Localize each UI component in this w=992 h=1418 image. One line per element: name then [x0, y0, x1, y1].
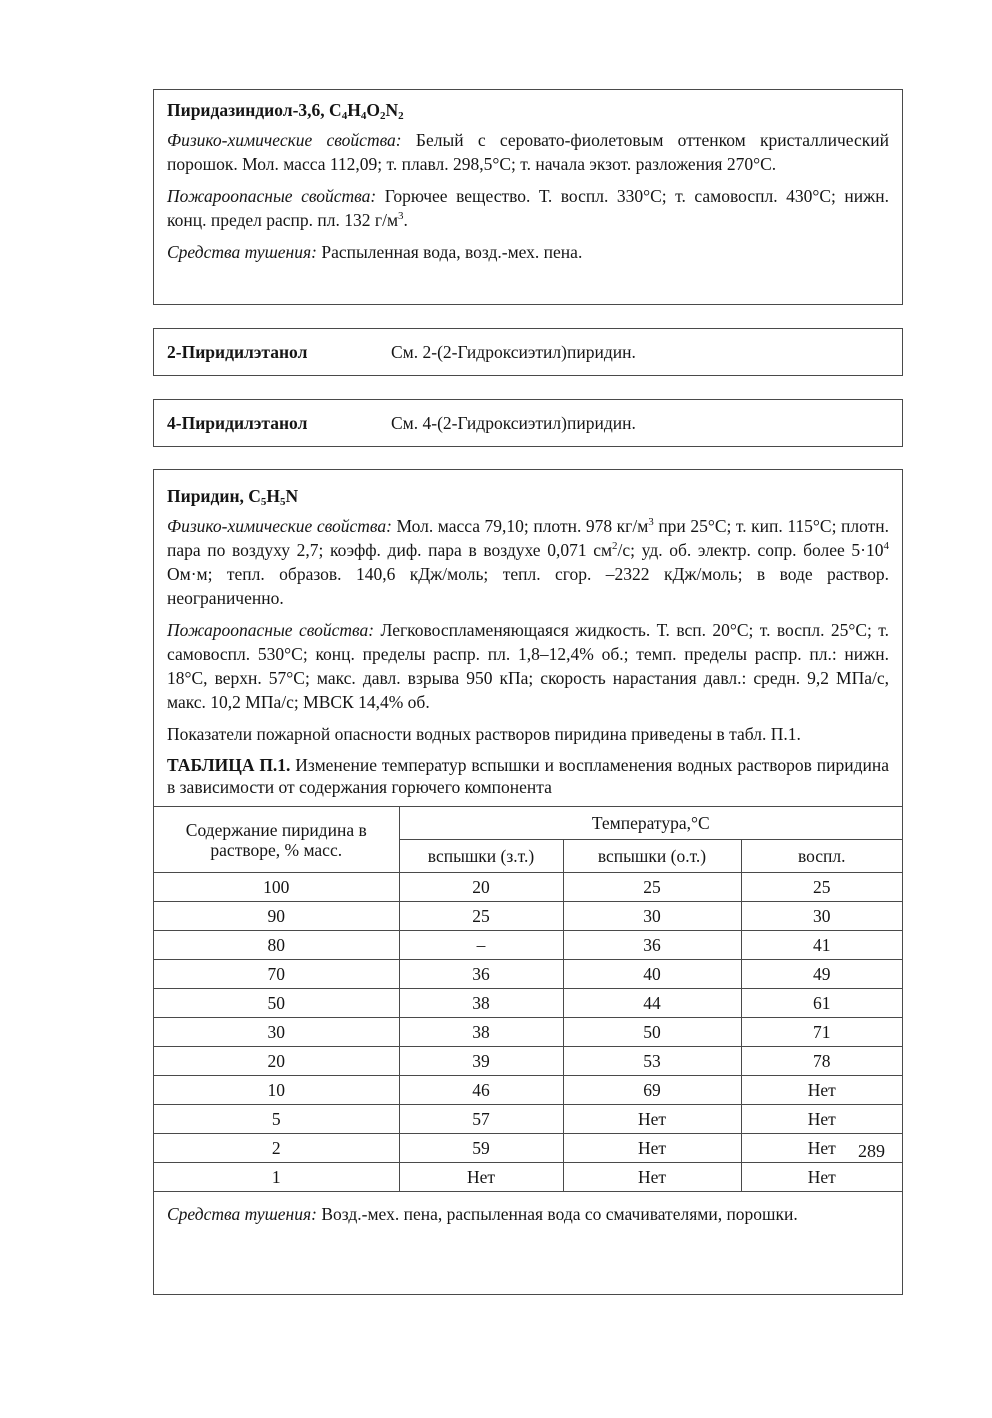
table-cell: 25: [741, 873, 902, 902]
table-cell: 46: [399, 1076, 563, 1105]
table-cell: 30: [563, 902, 741, 931]
entry-4-pyridylethanol: [153, 399, 903, 447]
table-cell: 1: [154, 1163, 399, 1192]
table-cell: 25: [563, 873, 741, 902]
table-cell: 39: [399, 1047, 563, 1076]
table-cell: 100: [154, 873, 399, 902]
reference-term: 4-Пиридилэтанол: [167, 413, 308, 433]
table-cell: 44: [563, 989, 741, 1018]
table-cell: 71: [741, 1018, 902, 1047]
table-cell: 30: [741, 902, 902, 931]
table-cell: Нет: [741, 1076, 902, 1105]
table-cell: 61: [741, 989, 902, 1018]
table-reference-note: Показатели пожарной опасности водных растворов пиридина приведены в табл. П.1.: [167, 724, 801, 744]
compound-name: Пиридазиндиол-3,6,: [167, 100, 330, 120]
table-cell: 36: [399, 960, 563, 989]
fire-properties: Пожароопасные свойства: Горючее вещество. Т. воспл. 330°С; т. самовоспл. 430°С; нижн. конц. предел распр. пл. 132 $г/м^3$.: [167, 186, 889, 230]
table-cell: 53: [563, 1047, 741, 1076]
table-cell: 20: [154, 1047, 399, 1076]
table-caption: ТАБЛИЦА П.1. Изменение температур вспышки и воспламенения водных растворов пиридина в зависимости от содержания горючего компонента: [167, 755, 890, 797]
table-cell: 20: [399, 873, 563, 902]
table-cell: 38: [399, 1018, 563, 1047]
column-group-header-temperature: Температура,°С: [399, 807, 902, 840]
entry-2-pyridylethanol: [153, 328, 903, 376]
reference-term: 2-Пиридилэтанол: [167, 342, 308, 362]
table-row: [154, 989, 902, 1018]
column-header-flash-open: вспышки (о.т.): [563, 840, 741, 873]
table-cell: 2: [154, 1134, 399, 1163]
physchem-properties: Физико-химические свойства: Белый с серовато-фиолетовым оттенком кристаллический порошок. Мол. масса 112,09; т. плавл. 298,5°С; т. начала экзот. разложения 270°С.: [167, 130, 889, 174]
entry-pyridazinediol: [153, 89, 903, 305]
table-cell: 36: [563, 931, 741, 960]
see-reference: См. 4-(2-Гидроксиэтил)пиридин.: [391, 413, 636, 433]
table-cell: 90: [154, 902, 399, 931]
table-cell: 80: [154, 931, 399, 960]
chemical-formula: $C_4H_4O_2N_2$: [329, 100, 404, 122]
table-cell: 25: [399, 902, 563, 931]
entry-title: [167, 98, 889, 122]
physchem-properties: Физико-химические свойства: Мол. масса 79,10; плотн. 978 $кг/м^3$ при 25°С; т. кип. 115°С; плотн. пара по воздуху 2,7; коэфф. диф. пара в воздухе 0,071 $см^2/с$; уд. об. электр. сопр. более $5\cdot 10^4$ Ом·м; тепл. образов. 140,6 кДж/моль; тепл. сгор. –2322 кДж/моль; в воде раствор. неограниченно.: [167, 516, 889, 608]
pyridine-solutions-table: [154, 806, 902, 1192]
table-cell: 40: [563, 960, 741, 989]
table-row: [154, 873, 902, 902]
table-cell: 5: [154, 1105, 399, 1134]
see-reference: См. 2-(2-Гидроксиэтил)пиридин.: [391, 342, 636, 362]
entry-title: [167, 484, 889, 508]
table-cell: 30: [154, 1018, 399, 1047]
extinguishing-agents: Средства тушения: Распыленная вода, возд.-мех. пена.: [167, 242, 583, 262]
entry-pyridine: [153, 469, 903, 1295]
table-row: [154, 902, 902, 931]
column-header-flash-closed: вспышки (з.т.): [399, 840, 563, 873]
table-row: [154, 1105, 902, 1134]
table-cell: Нет: [741, 1163, 902, 1192]
chemical-formula: $C_5H_5N$: [248, 486, 299, 508]
column-header-content: Содержание пиридина в растворе, % масс.: [154, 807, 399, 873]
table-cell: Нет: [563, 1163, 741, 1192]
table-cell: 57: [399, 1105, 563, 1134]
table-cell: 50: [563, 1018, 741, 1047]
table-cell: Нет: [399, 1163, 563, 1192]
table-row: [154, 1134, 902, 1163]
table-cell: 70: [154, 960, 399, 989]
page-number: 289: [858, 1141, 885, 1161]
table-cell: 69: [563, 1076, 741, 1105]
table-row: [154, 931, 902, 960]
table-cell: 41: [741, 931, 902, 960]
table-cell: Нет: [563, 1105, 741, 1134]
table-cell: –: [399, 931, 563, 960]
table-cell: 38: [399, 989, 563, 1018]
table-cell: Нет: [741, 1134, 902, 1163]
table-cell: 78: [741, 1047, 902, 1076]
table-cell: 50: [154, 989, 399, 1018]
table-cell: 10: [154, 1076, 399, 1105]
compound-name: Пиридин,: [167, 486, 249, 506]
table-cell: 49: [741, 960, 902, 989]
extinguishing-agents: Средства тушения: Возд.-мех. пена, распыленная вода со смачивателями, порошки.: [167, 1204, 798, 1224]
table-row: [154, 1076, 902, 1105]
table-cell: Нет: [741, 1105, 902, 1134]
column-header-ignition: воспл.: [741, 840, 902, 873]
fire-properties: Пожароопасные свойства: Легковоспламеняющаяся жидкость. Т. всп. 20°С; т. воспл. 25°С; т. самовоспл. 530°С; конц. пределы распр. пл. 1,8–12,4% об.; темп. пределы распр. пл.: нижн. 18°С, верхн. 57°С; макс. давл. взрыва 950 кПа; скорость нарастания давл.: средн. 9,2 МПа/с, макс. 10,2 МПа/с; МВСК 14,4% об.: [167, 620, 889, 712]
table-body: [154, 873, 902, 1192]
table-cell: 59: [399, 1134, 563, 1163]
table-row: [154, 1047, 902, 1076]
table-row: [154, 1018, 902, 1047]
table-cell: Нет: [563, 1134, 741, 1163]
table-row: [154, 1163, 902, 1192]
table-row: [154, 960, 902, 989]
